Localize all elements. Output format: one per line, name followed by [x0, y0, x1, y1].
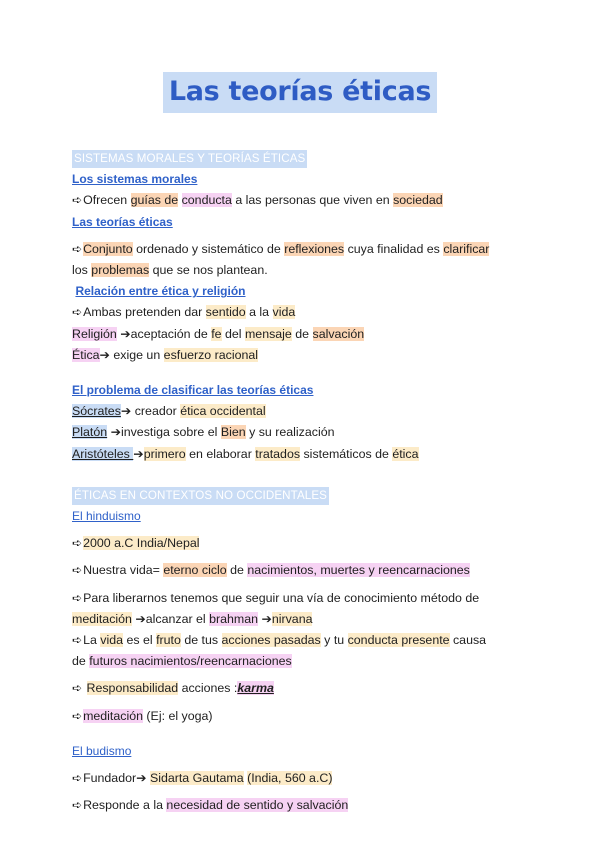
text-line: meditación ➔alcanzar el brahman ➔nirvana	[72, 611, 313, 626]
text-line: Ética➔ exige un esfuerzo racional	[72, 347, 259, 362]
text-line: Aristóteles ➔primero en elaborar tratados sistemáticos de ética	[72, 446, 419, 461]
arrow-icon: ➪	[72, 798, 83, 813]
arrow-icon: ➪	[72, 708, 83, 723]
text-line: ➪Ambas pretenden dar sentido a la vida	[72, 305, 296, 320]
subheading-sistemas-morales: Los sistemas morales	[72, 172, 198, 187]
text-line: ➪La vida es el fruto de tus acciones pasadas y tu conducta presente causa	[72, 633, 487, 648]
text-line: ➪Nuestra vida= eterno ciclo de nacimientos, muertes y reencarnaciones	[72, 563, 470, 578]
title-block	[0, 72, 600, 113]
arrow-icon: ➪	[72, 771, 83, 786]
arrow-icon: ➪	[72, 241, 83, 256]
text-line: ➪Responde a la necesidad de sentido y salvación	[72, 798, 349, 813]
arrow-icon: ➪	[72, 681, 83, 696]
text-line: ➪Conjunto ordenado y sistemático de reflexiones cuya finalidad es clarificar	[72, 241, 490, 256]
subheading-teorias-eticas: Las teorías éticas	[72, 214, 173, 229]
arrow-icon: ➪	[72, 563, 83, 578]
section-heading-sistemas: SISTEMAS MORALES Y TEORÍAS ÉTICAS	[72, 150, 307, 168]
page-title: Las teorías éticas	[163, 72, 437, 113]
arrow-icon: ➪	[72, 305, 83, 320]
text-line: ➪Ofrecen guías de conducta a las personas que viven en sociedad	[72, 193, 443, 208]
text-line: Religión ➔aceptación de fe del mensaje de salvación	[72, 326, 365, 341]
text-line: ➪meditación (Ej: el yoga)	[72, 708, 213, 723]
subheading-hinduismo: El hinduismo	[72, 509, 141, 524]
text-line: ➪Fundador➔ Sidarta Gautama (India, 560 a.C)	[72, 771, 333, 786]
subheading-budismo: El budismo	[72, 743, 132, 758]
arrow-icon: ➪	[72, 193, 83, 208]
text-line: Platón ➔investiga sobre el Bien y su realización	[72, 425, 335, 440]
text-line: los problemas que se nos plantean.	[72, 263, 268, 278]
text-line: ➪ Responsabilidad acciones :karma	[72, 681, 274, 696]
text-line: ➪Para liberarnos tenemos que seguir una vía de conocimiento método de	[72, 590, 480, 605]
arrow-icon: ➪	[72, 536, 83, 551]
section-heading-no-occidentales: ÉTICAS EN CONTEXTOS NO OCCIDENTALES	[72, 487, 329, 505]
text-line: Sócrates➔ creador ética occidental	[72, 404, 266, 419]
text-line: de futuros nacimientos/reencarnaciones	[72, 654, 292, 669]
document-body	[72, 148, 542, 816]
text-line: ➪2000 a.C India/Nepal	[72, 536, 200, 551]
subheading-clasificar: El problema de clasificar las teorías éticas	[72, 383, 314, 398]
subheading-relacion: Relación entre ética y religión	[75, 284, 246, 299]
arrow-icon: ➪	[72, 590, 83, 605]
arrow-icon: ➪	[72, 633, 83, 648]
